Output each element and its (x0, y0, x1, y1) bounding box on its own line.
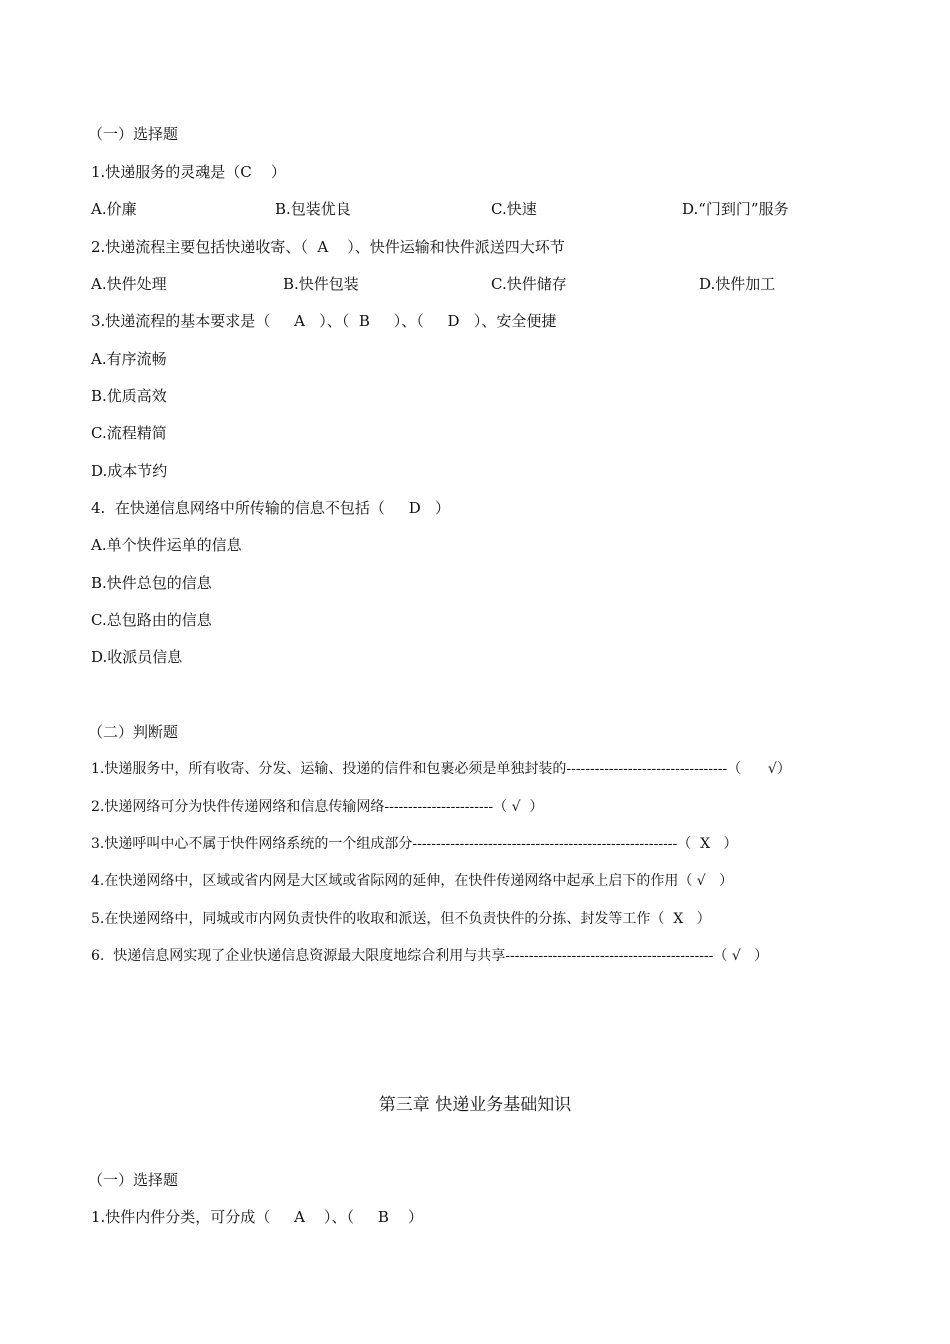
q3-option-d: D.成本节约 (91, 462, 168, 480)
section-heading-judgment: （二）判断题 (88, 723, 179, 741)
question-4: 4. 在快递信息网络中所传输的信息不包括（ D ） (91, 499, 451, 517)
judgment-item-2: 2.快递网络可分为快件传递网络和信息传输网络-----------------------（ √ ） (91, 799, 544, 815)
judgment-item-3: 3.快递呼叫中心不属于快件网络系统的一个组成部分--------------------------------------------------------（ X ） (91, 836, 738, 852)
q2-option-c: C.快件储存 (491, 275, 567, 293)
question-2: 2.快递流程主要包括快递收寄、（ A ）、快件运输和快件派送四大环节 (91, 238, 565, 256)
chapter3-section-heading: （一）选择题 (88, 1171, 179, 1189)
q2-option-d: D.快件加工 (699, 275, 776, 293)
q2-option-a: A.快件处理 (91, 275, 167, 293)
judgment-item-6: 6. 快递信息网实现了企业快递信息资源最大限度地综合利用与共享--------------------------------------------（ √ ） (91, 948, 769, 964)
section-heading-choice: （一）选择题 (88, 125, 179, 143)
judgment-item-5: 5.在快递网络中，同城或市内网负责快件的收取和派送，但不负责快件的分拣、封发等工作（ X ） (91, 911, 711, 927)
q1-option-b: B.包装优良 (275, 200, 351, 218)
q2-option-b: B.快件包装 (283, 275, 359, 293)
q3-option-c: C.流程精简 (91, 424, 167, 442)
q4-option-c: C.总包路由的信息 (91, 611, 212, 629)
q1-option-c: C.快速 (491, 200, 537, 218)
q3-option-a: A.有序流畅 (91, 350, 167, 368)
question-1: 1.快递服务的灵魂是（C ） (91, 163, 286, 181)
question-3: 3.快递流程的基本要求是（ A ）、（ B ）、（ D ）、安全便捷 (91, 312, 557, 330)
q4-option-d: D.收派员信息 (91, 648, 183, 666)
q1-option-d: D.“门到门”服务 (682, 200, 789, 218)
q1-option-a: A.价廉 (91, 200, 137, 218)
chapter-title: 第三章 快递业务基础知识 (378, 1095, 572, 1115)
judgment-item-1: 1.快递服务中，所有收寄、分发、运输、投递的信件和包裹必须是单独封装的----------------------------------（ √） (91, 761, 791, 777)
q3-option-b: B.优质高效 (91, 387, 167, 405)
q4-option-a: A.单个快件运单的信息 (91, 536, 242, 554)
q4-option-b: B.快件总包的信息 (91, 574, 212, 592)
judgment-item-4: 4.在快递网络中，区域或省内网是大区域或省际网的延伸，在快件传递网络中起承上启下的作用（ √ ） (91, 873, 734, 889)
chapter3-question-1: 1.快件内件分类，可分成（ A ）、（ B ） (91, 1208, 423, 1226)
